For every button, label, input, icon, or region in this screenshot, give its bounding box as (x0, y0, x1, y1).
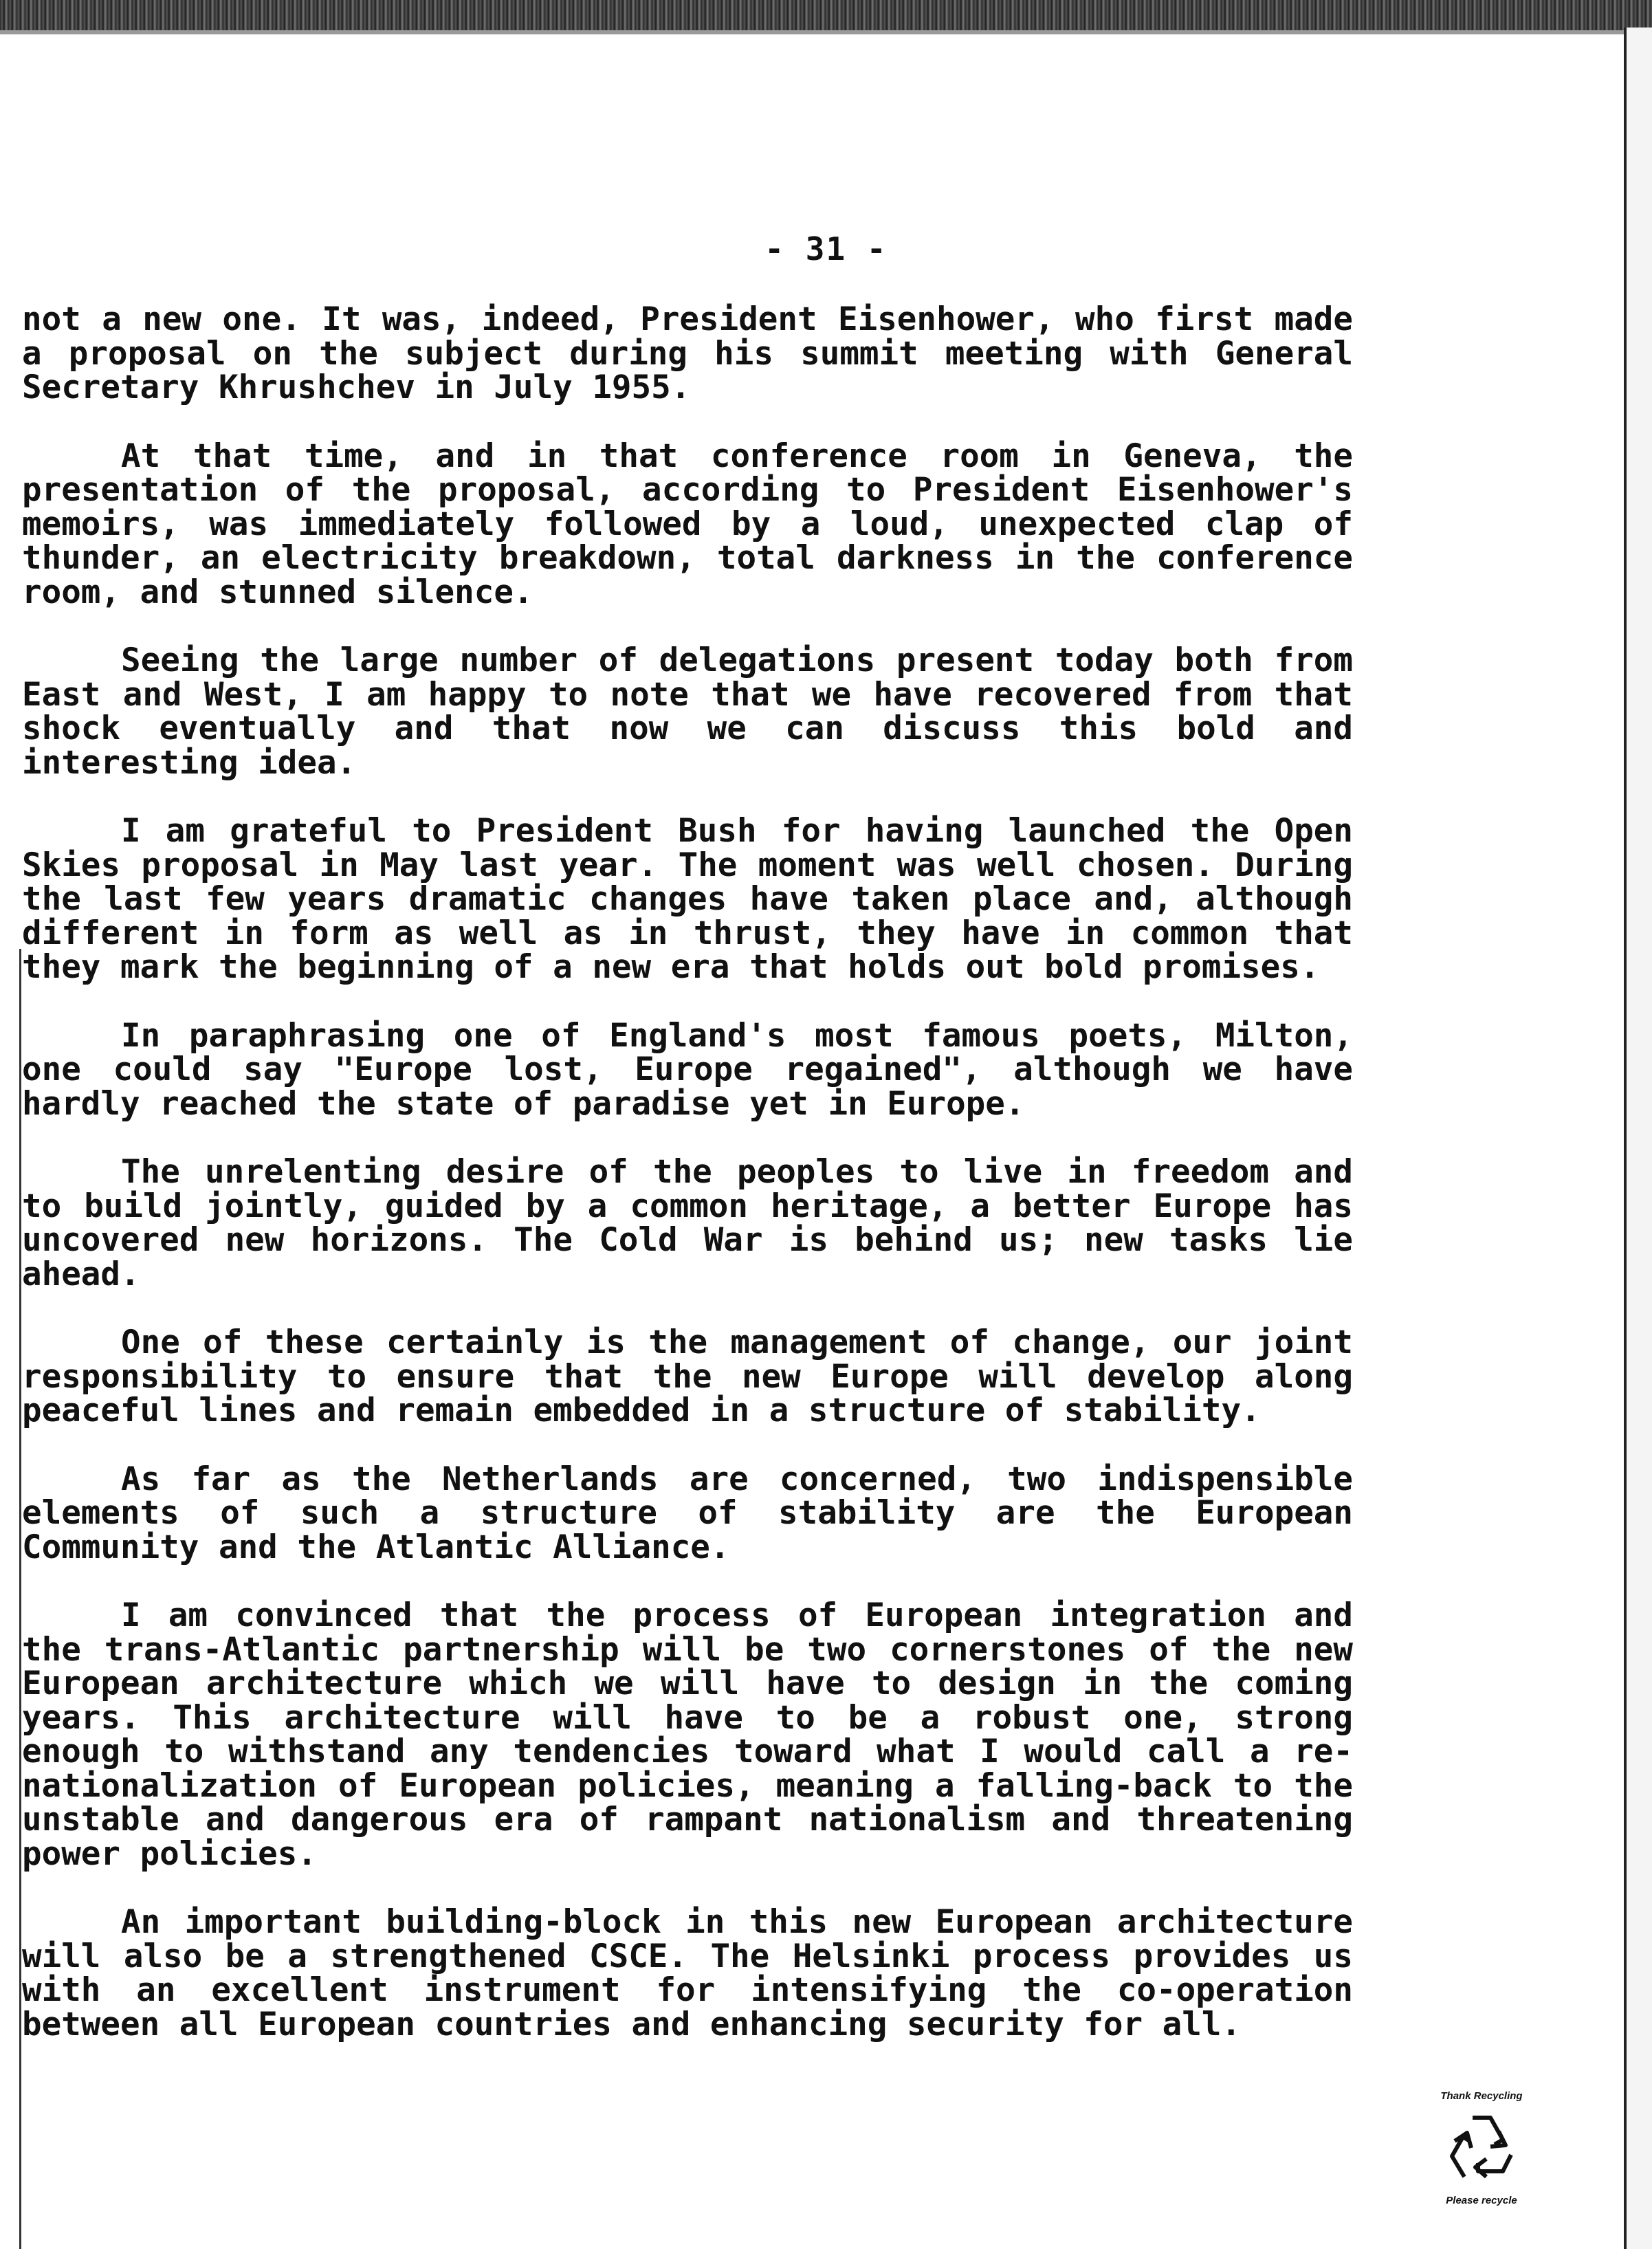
scan-artifact-edge (0, 30, 1652, 34)
scan-artifact-top (0, 0, 1652, 30)
recycle-icon (1437, 2105, 1526, 2195)
paragraph: As far as the Netherlands are concerned, two indispensible elements of such a structure of stability are the European Community and the Atlantic Alliance. (22, 1460, 1353, 1566)
page-edge-shadow (1627, 28, 1652, 2249)
margin-rule (19, 949, 21, 2249)
paragraph: An important building-block in this new European architecture will also be a strengthened CSCE. The Helsinki process provides us with an excellent instrument for intensifying the co-operation between all European countries and enhancing security for all. (22, 1903, 1353, 2043)
page-number: - 31 - (764, 230, 888, 267)
paragraph: Seeing the large number of delegations present today both from East and West, I am happy to note that we have recovered from that shock eventually and that now we can discuss this bold and interesting idea. (22, 641, 1353, 782)
recycle-mark (1430, 2090, 1533, 2249)
paragraph: I am grateful to President Bush for having launched the Open Skies proposal in May last year. The moment was well chosen. During the last few years dramatic changes have taken place and, although different in form as well as in thrust, they have in common that they mark the beginning of a new era that holds out bold promises. (22, 812, 1353, 986)
paragraph: At that time, and in that conference room in Geneva, the presentation of the proposal, according to President Eisenhower's memoirs, was immediately followed by a loud, unexpected clap of thunder, an electricity breakdown, total darkness in the conference room, and stunned silence. (22, 437, 1353, 611)
recycle-top-caption: Thank Recycling (1440, 2090, 1523, 2102)
paragraph: The unrelenting desire of the peoples to live in freedom and to build jointly, guided by a common heritage, a better Europe has uncovered new horizons. The Cold War is behind us; new tasks lie ahead. (22, 1153, 1353, 1293)
page-edge-rule (1624, 28, 1627, 2249)
paragraph: I am convinced that the process of European integration and the trans-Atlantic partnership will be two cornerstones of the new European architecture which we will have to design in the coming years. This architecture will have to be a robust one, strong enough to withstand any tendencies toward what I would call a re-nationalization of European policies, meaning a falling-back to the unstable and dangerous era of rampant nationalism and threatening power policies. (22, 1597, 1353, 1873)
paragraph: In paraphrasing one of England's most famous poets, Milton, one could say "Europe lost, Europe regained", although we have hardly reached the state of paradise yet in Europe. (22, 1016, 1353, 1123)
document-body (22, 300, 1353, 2076)
paragraph: not a new one. It was, indeed, President Eisenhower, who first made a proposal on the subject during his summit meeting with General Secretary Khrushchev in July 1955. (22, 300, 1353, 406)
recycle-bottom-caption: Please recycle (1446, 2195, 1517, 2206)
paragraph: One of these certainly is the management of change, our joint responsibility to ensure that the new Europe will develop along peaceful lines and remain embedded in a structure of stability. (22, 1324, 1353, 1429)
